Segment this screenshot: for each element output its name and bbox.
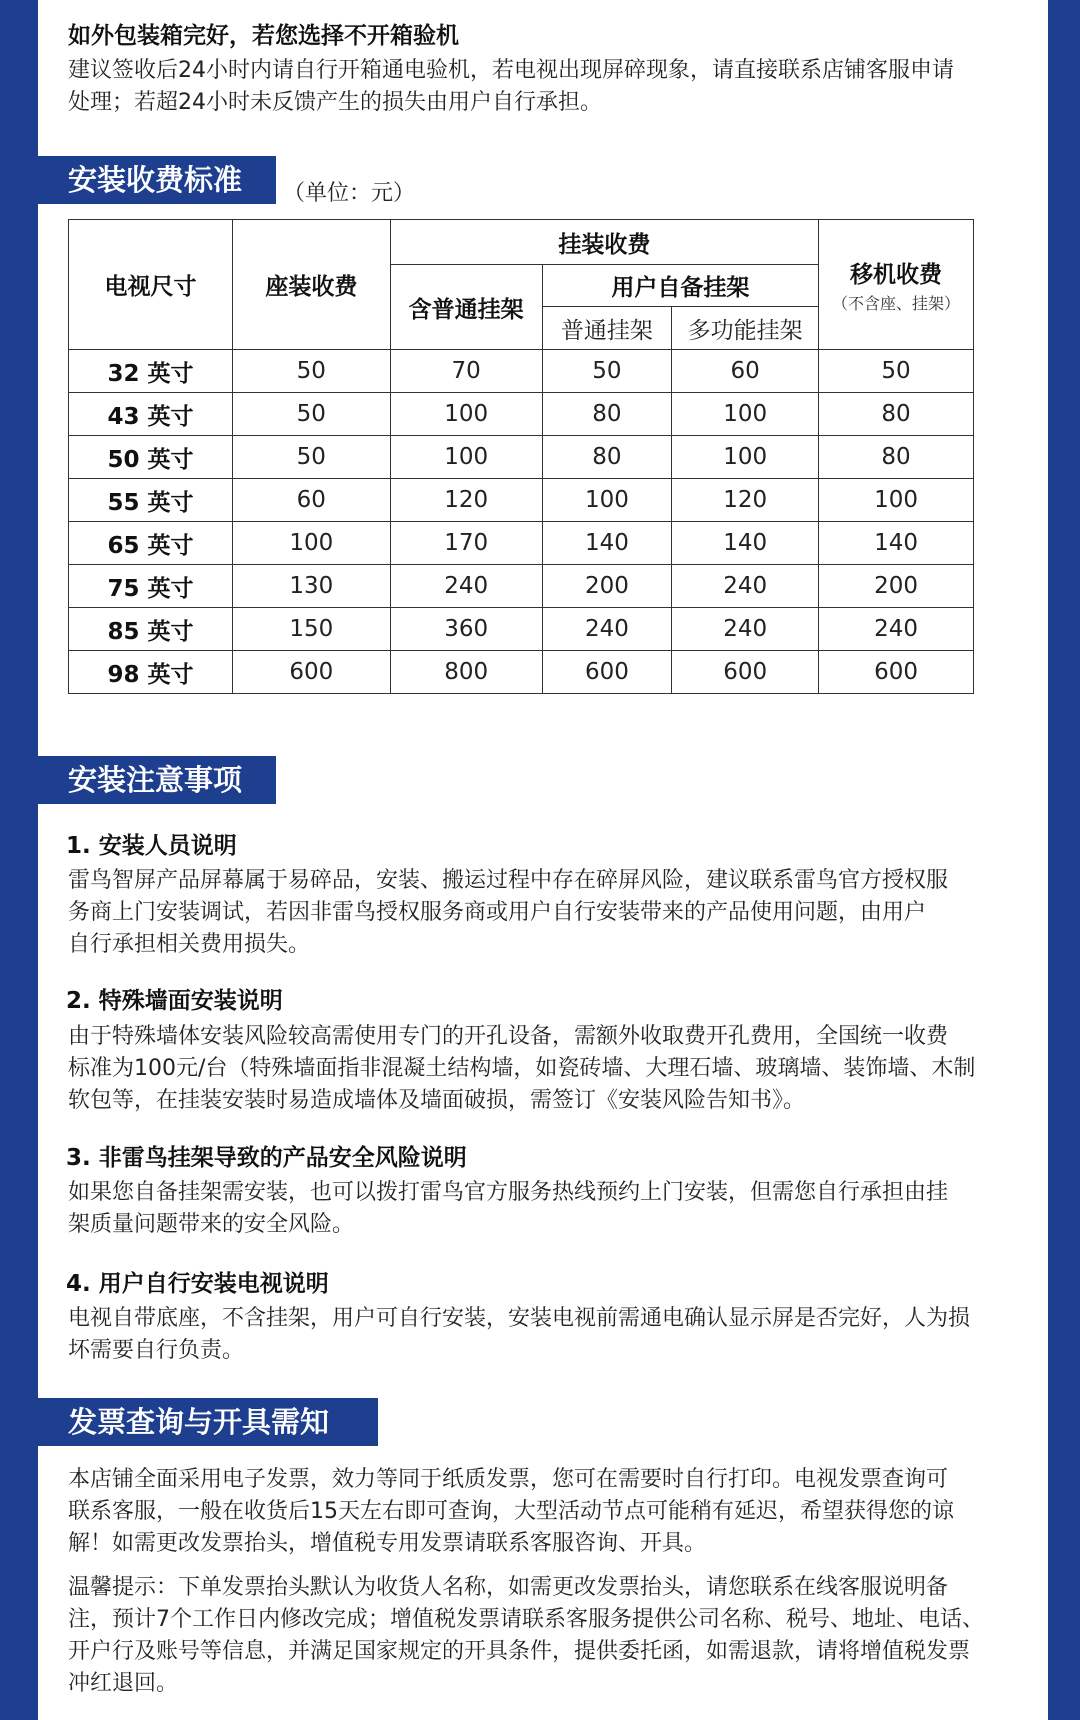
table-cell-price: 100 xyxy=(390,393,542,436)
unboxing-text-line-1: 建议签收后24小时内请自行开箱通电验机，若电视出现屏碎现象，请直接联系店铺客服申请 xyxy=(68,58,954,83)
table-cell-size: 85 英寸 xyxy=(69,608,233,651)
table-cell-price: 100 xyxy=(390,436,542,479)
header-normal-bracket: 普通挂架 xyxy=(542,307,672,350)
header-with-bracket: 含普通挂架 xyxy=(390,265,542,350)
table-cell-price: 80 xyxy=(819,436,974,479)
table-cell-price: 80 xyxy=(819,393,974,436)
table-row xyxy=(69,565,974,608)
table-cell-price: 240 xyxy=(390,565,542,608)
unboxing-text-line-2: 处理；若超24小时未反馈产生的损失由用户自行承担。 xyxy=(68,90,602,115)
table-cell-price: 120 xyxy=(390,479,542,522)
table-cell-price: 360 xyxy=(390,608,542,651)
header-user-bracket: 用户自备挂架 xyxy=(542,265,819,307)
header-relocate xyxy=(819,220,974,350)
table-cell-price: 600 xyxy=(672,651,819,694)
table-cell-price: 100 xyxy=(672,393,819,436)
notice-item-1-line: 雷鸟智屏产品屏幕属于易碎品，安装、搬运过程中存在碎屏风险，建议联系雷鸟官方授权服 xyxy=(68,868,949,893)
table-row xyxy=(69,479,974,522)
table-cell-size: 65 英寸 xyxy=(69,522,233,565)
table-cell-price: 130 xyxy=(232,565,390,608)
table-row xyxy=(69,393,974,436)
table-cell-price: 140 xyxy=(672,522,819,565)
page xyxy=(38,0,1048,1720)
table-cell-price: 100 xyxy=(232,522,390,565)
table-cell-price: 70 xyxy=(390,350,542,393)
table-cell-price: 100 xyxy=(819,479,974,522)
table-cell-price: 140 xyxy=(819,522,974,565)
table-row xyxy=(69,608,974,651)
notice-item-3-heading: 3. 非雷鸟挂架导致的产品安全风险说明 xyxy=(66,1145,467,1171)
table-row xyxy=(69,436,974,479)
table-cell-price: 50 xyxy=(232,436,390,479)
table-cell-price: 200 xyxy=(819,565,974,608)
fee-table xyxy=(68,219,974,694)
table-cell-price: 600 xyxy=(819,651,974,694)
invoice-para-2-line: 开户行及账号等信息，并满足国家规定的开具条件，提供委托函，如需退款，请将增值税发票 xyxy=(68,1639,971,1664)
table-cell-size: 55 英寸 xyxy=(69,479,233,522)
invoice-para-2-line: 注，预计7个工作日内修改完成；增值税发票请联系客服务提供公司名称、税号、地址、电话、 xyxy=(68,1607,985,1632)
table-cell-price: 240 xyxy=(819,608,974,651)
table-cell-price: 170 xyxy=(390,522,542,565)
table-cell-price: 800 xyxy=(390,651,542,694)
header-relocate-note: （不含座、挂架） xyxy=(832,293,961,313)
notice-item-4-line: 坏需要自行负责。 xyxy=(68,1338,245,1363)
table-cell-price: 80 xyxy=(542,436,672,479)
fee-table-body xyxy=(69,350,974,694)
notice-item-4-line: 电视自带底座，不含挂架，用户可自行安装，安装电视前需通电确认显示屏是否完好，人为损 xyxy=(68,1306,971,1331)
notice-item-4-heading: 4. 用户自行安装电视说明 xyxy=(66,1271,329,1297)
invoice-para-1-line: 联系客服，一般在收货后15天左右即可查询，大型活动节点可能稍有延迟，希望获得您的谅 xyxy=(68,1499,954,1524)
notice-item-2-heading: 2. 特殊墙面安装说明 xyxy=(66,988,283,1014)
invoice-section-title: 发票查询与开具需知 xyxy=(38,1398,378,1446)
table-row xyxy=(69,522,974,565)
table-cell-price: 140 xyxy=(542,522,672,565)
unit-label: （单位：元） xyxy=(283,181,416,206)
notice-item-2-line: 由于特殊墙体安装风险较高需使用专门的开孔设备，需额外收取费开孔费用，全国统一收费 xyxy=(68,1024,949,1049)
table-cell-price: 240 xyxy=(672,565,819,608)
table-cell-price: 200 xyxy=(542,565,672,608)
table-row xyxy=(69,651,974,694)
header-tv-size: 电视尺寸 xyxy=(69,220,233,350)
notice-item-2-line: 软包等，在挂装安装时易造成墙体及墙面破损，需签订《安装风险告知书》。 xyxy=(68,1088,806,1113)
table-cell-size: 98 英寸 xyxy=(69,651,233,694)
table-cell-price: 150 xyxy=(232,608,390,651)
table-cell-price: 600 xyxy=(542,651,672,694)
table-cell-price: 60 xyxy=(672,350,819,393)
notice-section-title: 安装注意事项 xyxy=(38,756,276,804)
header-wall-install: 挂装收费 xyxy=(390,220,818,265)
table-cell-price: 50 xyxy=(819,350,974,393)
invoice-para-1-line: 解！如需更改发票抬头，增值税专用发票请联系客服咨询、开具。 xyxy=(68,1531,707,1556)
table-cell-price: 240 xyxy=(672,608,819,651)
notice-item-3-line: 如果您自备挂架需安装，也可以拨打雷鸟官方服务热线预约上门安装，但需您自行承担由挂 xyxy=(68,1180,949,1205)
table-cell-price: 50 xyxy=(542,350,672,393)
table-cell-price: 240 xyxy=(542,608,672,651)
invoice-para-1-line: 本店铺全面采用电子发票，效力等同于纸质发票，您可在需要时自行打印。电视发票查询可 xyxy=(68,1467,949,1492)
fee-section-title: 安装收费标准 xyxy=(38,156,276,204)
notice-item-2-line: 标准为100元/台（特殊墙面指非混凝土结构墙，如瓷砖墙、大理石墙、玻璃墙、装饰墙、木制 xyxy=(68,1056,976,1081)
table-cell-price: 600 xyxy=(232,651,390,694)
invoice-para-2-line: 冲红退回。 xyxy=(68,1671,179,1696)
table-cell-price: 60 xyxy=(232,479,390,522)
table-cell-size: 75 英寸 xyxy=(69,565,233,608)
table-cell-size: 43 英寸 xyxy=(69,393,233,436)
table-cell-price: 100 xyxy=(672,436,819,479)
table-cell-price: 100 xyxy=(542,479,672,522)
notice-item-3-line: 架质量问题带来的安全风险。 xyxy=(68,1212,355,1237)
table-cell-size: 50 英寸 xyxy=(69,436,233,479)
notice-item-1-line: 自行承担相关费用损失。 xyxy=(68,932,311,957)
header-multi-bracket: 多功能挂架 xyxy=(672,307,819,350)
invoice-para-2-line: 温馨提示：下单发票抬头默认为收货人名称，如需更改发票抬头，请您联系在线客服说明备 xyxy=(68,1575,949,1600)
table-row xyxy=(69,350,974,393)
table-cell-size: 32 英寸 xyxy=(69,350,233,393)
table-cell-price: 80 xyxy=(542,393,672,436)
table-cell-price: 50 xyxy=(232,350,390,393)
table-cell-price: 50 xyxy=(232,393,390,436)
unboxing-heading: 如外包装箱完好，若您选择不开箱验机 xyxy=(68,23,459,49)
header-relocate-label: 移机收费 xyxy=(850,261,943,288)
notice-item-1-heading: 1. 安装人员说明 xyxy=(66,833,237,859)
notice-item-1-line: 务商上门安装调试，若因非雷鸟授权服务商或用户自行安装带来的产品使用问题，由用户 xyxy=(68,900,927,925)
header-seat-install: 座装收费 xyxy=(232,220,390,350)
table-cell-price: 120 xyxy=(672,479,819,522)
